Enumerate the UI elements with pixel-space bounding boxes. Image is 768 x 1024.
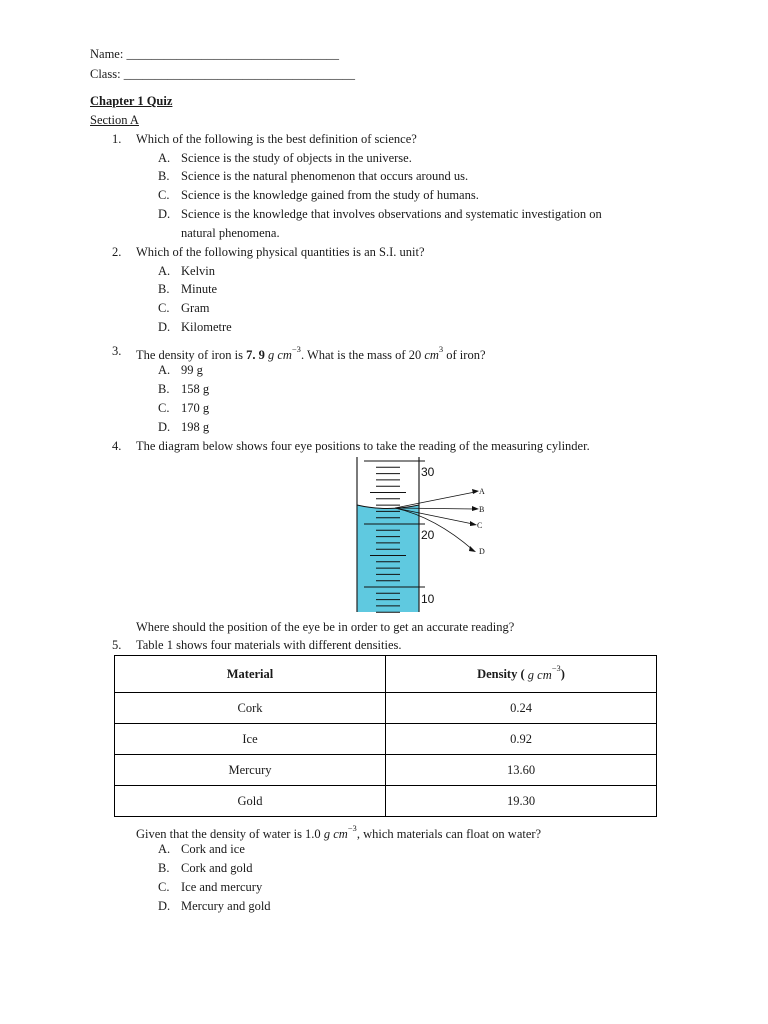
q1-option-c-letter: C. — [158, 188, 170, 202]
q5-option-c-text: Ice and mercury — [181, 880, 263, 894]
name-line — [90, 46, 339, 62]
density-header-cm: cm — [537, 667, 552, 682]
q3-text-part-b: . What is the mass of — [300, 348, 406, 363]
q3-option-b-letter: B. — [158, 382, 170, 396]
q3-option-a-text: 99 g — [181, 363, 203, 377]
q1-text: Which of the following is the best definition of science? — [136, 132, 417, 146]
q3-unit-exponent: −3 — [291, 344, 301, 354]
q3-unit-cm: cm — [277, 348, 292, 363]
q5-number: 5. — [112, 638, 122, 652]
q2-option-d-text: Kilometre — [181, 320, 232, 334]
q3-density-expression — [246, 344, 301, 363]
arrow-c — [470, 521, 477, 526]
q2-option-c-letter: C. — [158, 301, 170, 315]
eye-label-a: A — [479, 487, 485, 496]
density-header-exponent: −3 — [551, 663, 561, 674]
q2-text: Which of the following physical quantities is an S.I. unit? — [136, 245, 425, 259]
table-cell-density: 0.92 — [386, 724, 657, 755]
measuring-cylinder-diagram — [345, 455, 505, 615]
arrow-b — [472, 506, 479, 511]
q1-option-b-text: Science is the natural phenomenon that occurs around us. — [181, 169, 469, 183]
table-cell-material: Mercury — [115, 755, 386, 786]
q5-text: Table 1 shows four materials with different densities. — [136, 638, 402, 652]
q3-option-c-letter: C. — [158, 401, 170, 415]
density-header-close: ) — [560, 667, 565, 682]
q1-option-d-letter: D. — [158, 207, 171, 221]
q3-option-c-text: 170 g — [181, 401, 210, 415]
q3-unit-g: g — [267, 348, 275, 363]
q5-follow-text-a: Given that the density of water is 1.0 — [136, 827, 321, 842]
density-header-unit — [525, 663, 561, 682]
q5-follow-unit — [323, 823, 357, 842]
table-row — [115, 724, 657, 755]
q1-option-a-text: Science is the study of objects in the universe. — [181, 151, 412, 165]
name-label: Name: — [90, 47, 124, 61]
q2-option-a-letter: A. — [158, 264, 171, 278]
table-cell-density: 13.60 — [386, 755, 657, 786]
q5-option-a-text: Cork and ice — [181, 842, 245, 856]
density-header-g: g — [527, 667, 535, 682]
scale-label-10: 10 — [421, 592, 435, 606]
q5-option-b-text: Cork and gold — [181, 861, 253, 875]
q5-follow-up — [136, 822, 541, 842]
table-row — [115, 755, 657, 786]
arrow-d — [469, 546, 476, 552]
q2-number: 2. — [112, 245, 122, 259]
q3-volume-unit: cm — [424, 348, 439, 363]
q2-option-a-text: Kelvin — [181, 264, 216, 278]
q3-option-d-letter: D. — [158, 420, 171, 434]
density-header-text: Density ( — [477, 667, 525, 682]
q5-option-b-letter: B. — [158, 861, 170, 875]
q1-number: 1. — [112, 132, 122, 146]
quiz-title: Chapter 1 Quiz — [90, 94, 173, 108]
q4-number: 4. — [112, 439, 122, 453]
q5-option-d-letter: D. — [158, 899, 171, 913]
q3-option-d-text: 198 g — [181, 420, 210, 434]
q5-follow-text-b: , which materials can float on water? — [356, 827, 542, 842]
q5-option-d-text: Mercury and gold — [181, 899, 271, 913]
q3-text — [136, 343, 486, 363]
table-header-density — [386, 656, 657, 693]
table-cell-material: Ice — [115, 724, 386, 755]
table-cell-material: Gold — [115, 786, 386, 817]
section-label: Section A — [90, 113, 139, 127]
cylinder-liquid — [357, 505, 419, 612]
table-cell-density: 0.24 — [386, 693, 657, 724]
table-row — [115, 693, 657, 724]
q2-option-d-letter: D. — [158, 320, 171, 334]
table-cell-material: Cork — [115, 693, 386, 724]
q3-volume-exponent: 3 — [438, 344, 444, 354]
q1-option-d-continued: natural phenomena. — [181, 226, 280, 240]
sight-line-a — [395, 492, 475, 508]
q3-option-b-text: 158 g — [181, 382, 210, 396]
q3-volume-value: 20 — [408, 348, 422, 363]
q3-text-part-c: of iron? — [446, 348, 486, 363]
q4-question: Where should the position of the eye be in order to get an accurate reading? — [136, 620, 515, 634]
q5-follow-g: g — [323, 827, 331, 842]
q1-option-a-letter: A. — [158, 151, 171, 165]
q2-option-b-text: Minute — [181, 282, 218, 296]
q1-option-b-letter: B. — [158, 169, 170, 183]
density-table — [114, 655, 657, 817]
class-line — [90, 66, 355, 82]
q3-volume-expression — [408, 344, 444, 363]
q5-follow-cm: cm — [333, 827, 348, 842]
q5-follow-exponent: −3 — [347, 823, 357, 833]
name-blank: __________________________________ — [126, 47, 339, 61]
table-cell-density: 19.30 — [386, 786, 657, 817]
q5-option-c-letter: C. — [158, 880, 170, 894]
q1-option-c-text: Science is the knowledge gained from the study of humans. — [181, 188, 479, 202]
eye-label-b: B — [479, 505, 485, 514]
q3-text-part-a: The density of iron is — [136, 348, 243, 363]
eye-label-c: C — [477, 521, 483, 530]
table-row — [115, 786, 657, 817]
q1-option-d-text: Science is the knowledge that involves observations and systematic investigation on — [181, 207, 602, 221]
q5-option-a-letter: A. — [158, 842, 171, 856]
q2-option-c-text: Gram — [181, 301, 210, 315]
eye-label-d: D — [479, 547, 485, 556]
arrow-a — [472, 489, 479, 494]
class-blank: _____________________________________ — [123, 67, 355, 81]
table-header-material: Material — [115, 656, 386, 693]
scale-label-20: 20 — [421, 528, 435, 542]
q2-option-b-letter: B. — [158, 282, 170, 296]
q3-option-a-letter: A. — [158, 363, 171, 377]
class-label: Class: — [90, 67, 121, 81]
table-header-row — [115, 656, 657, 693]
q3-density-value: 7. 9 — [246, 348, 265, 363]
q4-text: The diagram below shows four eye positions to take the reading of the measuring cylinder. — [136, 439, 590, 453]
q3-number: 3. — [112, 344, 122, 358]
scale-label-30: 30 — [421, 465, 435, 479]
